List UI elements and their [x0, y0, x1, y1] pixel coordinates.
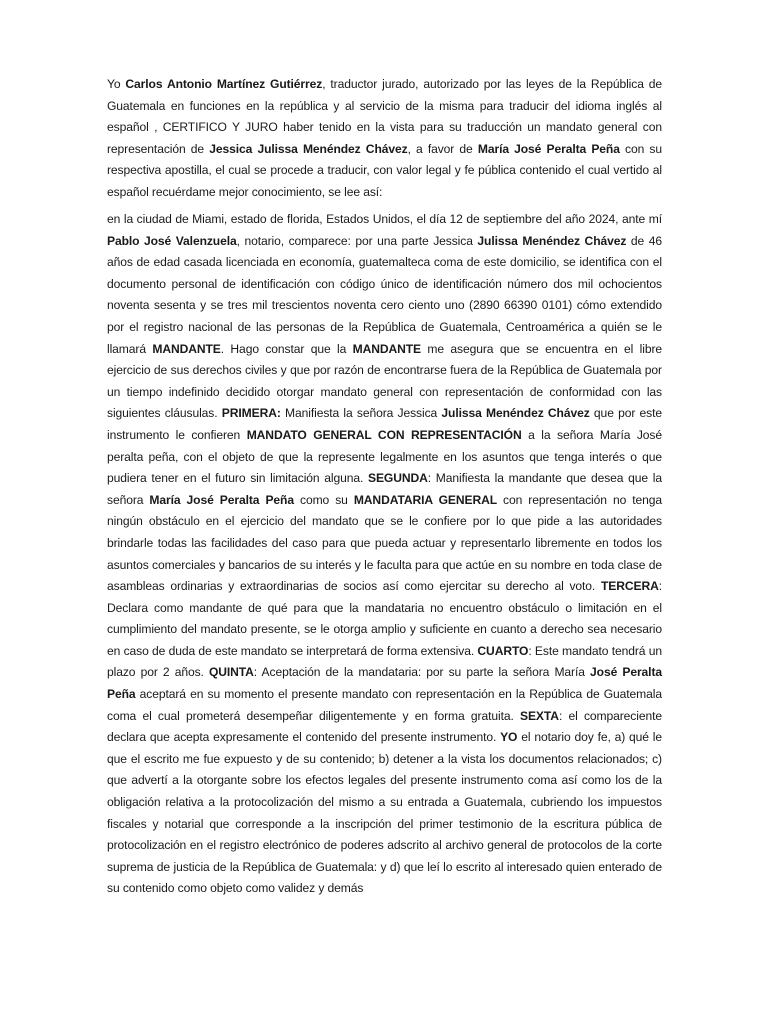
text-run: de 46 años de edad casada licenciada en economía, guatemalteca coma de este domicilio, se identifica con el documento personal de identificación con código único de identificación número dos mil ochocientos noventa sesenta y se tres mil trescientos noventa cero ciento uno (2890 66390 0101) cómo extendido por el registro nacional de las personas de la República de Guatemala, Centroamérica a quién se le llamará — [107, 233, 662, 356]
text-run: con representación no tenga ningún obstáculo en el ejercicio del mandato que se le confiere por lo que pide a las autoridades brindarle todas las facilidades del caso para que pueda actuar y representarlo libremente en todos los asuntos comerciales y bancarios de su interés y le faculta para que actúe en su nombre en toda clase de asambleas ordinarias y extraordinarias de socios así como ejercitar su derecho al voto. — [107, 492, 662, 594]
bold-text-run: SEXTA — [520, 708, 559, 723]
bold-text-run: MANDANTE — [352, 341, 422, 356]
text-run: con su respectiva apostilla, el cual se procede a traducir, con valor legal y fe pública contenido el cual vertido al español recuérdame mejor conocimiento, se lee así: — [107, 141, 662, 199]
text-run: . Hago constar que la — [220, 341, 353, 356]
text-run: que por este instrumento le confieren — [107, 406, 662, 442]
bold-text-run: YO — [500, 730, 518, 745]
bold-text-run: CUARTO — [477, 643, 529, 658]
text-run: como su — [293, 492, 354, 507]
text-run: : Manifiesta la mandante que desea que la señora — [107, 471, 662, 507]
bold-text-run: Julissa Menéndez Chávez — [477, 233, 627, 248]
bold-text-run: MANDANTE — [152, 341, 221, 356]
bold-text-run: Julissa Menéndez Chávez — [441, 406, 590, 421]
bold-text-run: Carlos Antonio Martínez Gutiérrez — [125, 77, 323, 91]
bold-text-run: José Peralta Peña — [107, 665, 662, 702]
text-run: Yo — [107, 77, 126, 91]
text-run: : Aceptación de la mandataria: por su parte la señora María — [253, 665, 591, 680]
text-run: , traductor jurado, autorizado por las leyes de la República de Guatemala en funciones en la república y al servicio de la misma para traducir del idioma inglés al español , CERTIFICO Y JURO haber tenido en la vista para su traducción un mandato general con representación de — [107, 77, 662, 156]
text-run: , notario, comparece: por una parte Jessica — [236, 233, 478, 248]
text-run: el notario doy fe, a) qué le que el escrito me fue expuesto y de su contenido; b) detener a la vista los documentos relacionados; c) que advertí a la otorgante sobre los efectos legales del presente instrumento coma así como los de la obligación relativa a la protocolización del mismo a su entrada a Guatemala, cubriendo los impuestos fiscales y notarial que corresponde a la inscripción del primer testimonio de la escritura pública de protocolización en el registro electrónico de poderes adscrito al archivo general de protocolos de la corte suprema de justicia de la República de Guatemala: y d) que leí lo escrito al interesado quien enterado de su contenido como objeto como validez y demás — [107, 730, 662, 896]
text-run: : Declara como mandante de qué para que la mandataria no encuentro obstáculo o limitación en el cumplimiento del mandato presente, se le otorga amplio y suficiente en cuanto a derecho sea necesario en caso de duda de este mandato se interpretará de forma extensiva. — [107, 579, 662, 658]
text-run: : el compareciente declara que acepta expresamente el contenido del presente instrumento. — [107, 708, 662, 745]
bold-text-run: TERCERA — [600, 579, 659, 594]
bold-text-run: SEGUNDA — [368, 471, 428, 486]
text-run: a la señora María José peralta peña, con el objeto de que la represente legalmente en los asuntos que tenga interés o que pudiera tener en el futuro sin limitación alguna. — [107, 427, 662, 486]
bold-text-run: MANDATO GENERAL CON REPRESENTACIÓN — [246, 427, 522, 442]
bold-text-run: María José Peralta Peña — [149, 492, 294, 507]
bold-text-run: María José Peralta Peña — [477, 141, 620, 156]
text-run: : Este mandato tendrá un plazo por 2 años. — [107, 643, 662, 680]
bold-text-run: PRIMERA: — [221, 406, 281, 421]
text-run: , a favor de — [407, 141, 478, 156]
certification-paragraph — [107, 74, 662, 204]
bold-text-run: MANDATARIA GENERAL — [353, 492, 498, 507]
text-run: Manifiesta la señora Jessica — [280, 406, 442, 421]
text-run: aceptará en su momento el presente mandato con representación en la República de Guatemala coma el cual prometerá desempeñar diligentemente y en forma gratuita. — [107, 687, 662, 723]
text-run: me asegura que se encuentra en el libre ejercicio de sus derechos civiles y que por razón de encontrarse fuera de la República de Guatemala por un tiempo indefinido decidido otorgar mandato general con representación de conformidad con las siguientes cláusulas. — [107, 341, 663, 421]
bold-text-run: QUINTA — [208, 665, 254, 680]
bold-text-run: Jessica Julissa Menéndez Chávez — [209, 141, 408, 156]
bold-text-run: Pablo José Valenzuela — [107, 233, 237, 248]
mandate-body-paragraph — [107, 209, 662, 900]
text-run: en la ciudad de Miami, estado de florida, Estados Unidos, el día 12 de septiembre del año 2024, ante mí — [107, 212, 662, 226]
